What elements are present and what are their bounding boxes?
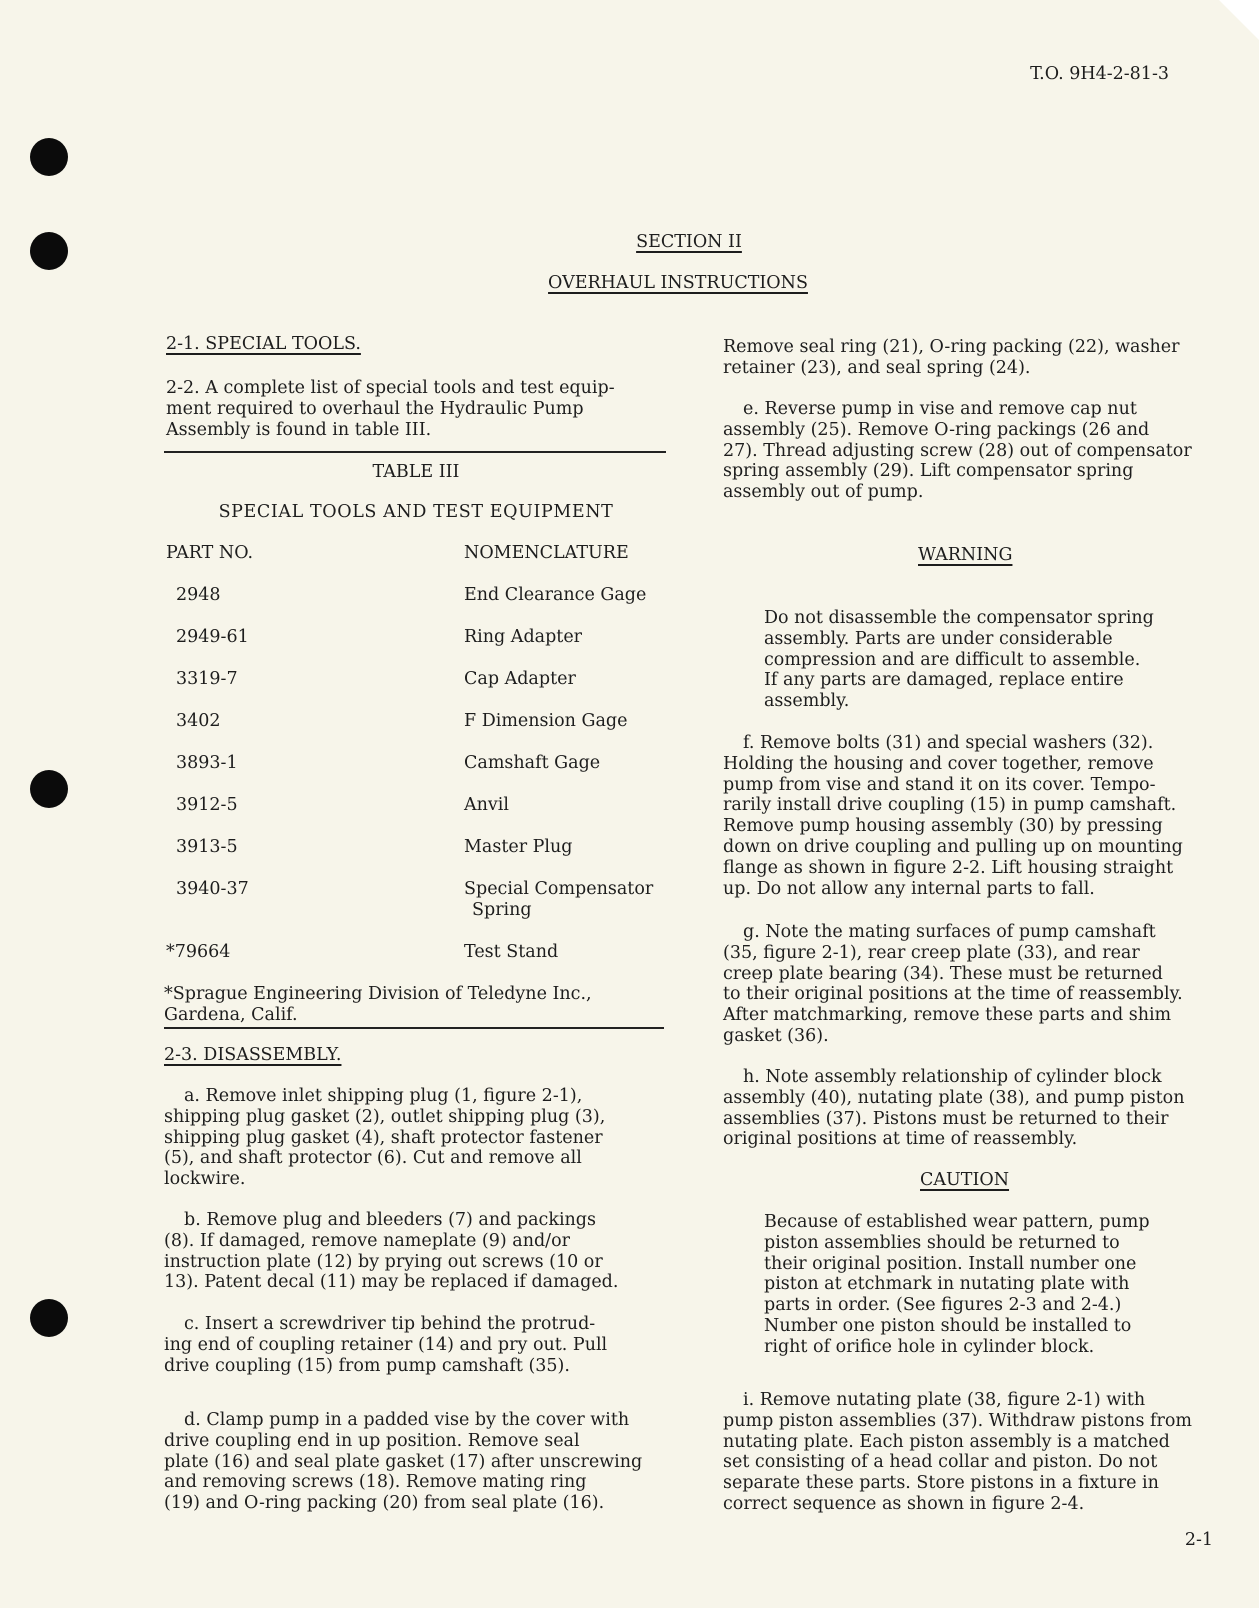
text-line: set consisting of a head collar and piston. Do not: [723, 1452, 1158, 1473]
text-line: ment required to overhaul the Hydraulic Pump: [166, 398, 584, 419]
table-bottom-rule: [164, 1027, 664, 1029]
table-row: [166, 837, 666, 859]
text-line: rarily install drive coupling (15) in pump camshaft.: [723, 795, 1177, 816]
part-number: 3402: [176, 711, 221, 731]
para-i: [723, 1390, 1192, 1515]
para-f: [723, 733, 1183, 899]
section-subtitle: OVERHAUL INSTRUCTIONS: [548, 273, 808, 293]
text-line: piston at etchmark in nutating plate with: [764, 1274, 1130, 1295]
table-row: [166, 795, 666, 817]
nomenclature: Master Plug: [464, 837, 573, 857]
text-line: parts in order. (See figures 2-3 and 2-4.): [764, 1295, 1122, 1316]
nomenclature: Camshaft Gage: [464, 753, 601, 773]
text-line: separate these parts. Store pistons in a fixture in: [723, 1473, 1159, 1494]
text-line: spring assembly (29). Lift compensator spring: [723, 461, 1134, 482]
text-line: Remove pump housing assembly (30) by pressing: [723, 816, 1163, 837]
table-title: TABLE III: [372, 462, 460, 482]
table-top-rule: [164, 451, 666, 453]
text-line: plate (16) and seal plate gasket (17) after unscrewing: [164, 1451, 643, 1472]
text-line: nutating plate. Each piston assembly is a matched: [723, 1431, 1170, 1452]
warning-text: [764, 608, 1154, 712]
text-line: flange as shown in figure 2-2. Lift housing straight: [723, 857, 1174, 878]
text-line: gasket (36).: [723, 1025, 829, 1046]
part-number: 2948: [176, 585, 221, 605]
col-part-no: PART NO.: [166, 543, 254, 563]
text-line: (8). If damaged, remove nameplate (9) and/or: [164, 1230, 570, 1251]
text-line: *Sprague Engineering Division of Teledyne Inc.,: [164, 984, 592, 1004]
text-line: to their original positions at the time of reassembly.: [723, 984, 1183, 1005]
text-line: assembly (40), nutating plate (38), and pump piston: [723, 1087, 1185, 1108]
para-h: [723, 1067, 1184, 1150]
table-footnote: [164, 984, 592, 1026]
nomenclature-cont: Spring: [472, 900, 532, 920]
binder-hole-4: [30, 1299, 68, 1337]
text-line: pump piston assemblies (37). Withdraw pistons from: [723, 1410, 1192, 1431]
text-line: f. Remove bolts (31) and special washers (32).: [743, 733, 1154, 753]
text-line: ing end of coupling retainer (14) and pry out. Pull: [164, 1334, 608, 1355]
part-number: 3913-5: [176, 837, 238, 857]
table-row: [166, 879, 666, 923]
para-d: [164, 1410, 642, 1514]
text-line: Do not disassemble the compensator spring: [764, 608, 1154, 628]
text-line: pump from vise and stand it on its cover. Tempo-: [723, 774, 1156, 795]
text-line: d. Clamp pump in a padded vise by the cover with: [184, 1410, 630, 1430]
text-line: Gardena, Calif.: [164, 1004, 298, 1025]
binder-hole-3: [30, 770, 68, 808]
nomenclature: F Dimension Gage: [464, 711, 628, 731]
text-line: correct sequence as shown in figure 2-4.: [723, 1493, 1085, 1514]
para-c: [164, 1314, 607, 1376]
folded-corner: [1219, 0, 1259, 40]
caution-text: [764, 1212, 1150, 1358]
para-b: [164, 1210, 618, 1293]
text-line: compression and are difficult to assemble.: [764, 649, 1141, 670]
text-line: up. Do not allow any internal parts to fall.: [723, 878, 1095, 899]
heading-disassembly: 2-3. DISASSEMBLY.: [164, 1045, 342, 1065]
para-a: [164, 1086, 605, 1190]
text-line: Holding the housing and cover together, remove: [723, 753, 1154, 774]
table-header-row: [166, 543, 666, 565]
text-line: Number one piston should be installed to: [764, 1315, 1132, 1336]
warning-title: WARNING: [918, 545, 1013, 565]
table-subtitle: SPECIAL TOOLS AND TEST EQUIPMENT: [218, 502, 614, 522]
part-number: 3893-1: [176, 753, 238, 773]
text-line: 27). Thread adjusting screw (28) out of compensator: [723, 440, 1192, 461]
part-number: 2949-61: [176, 627, 249, 647]
part-number: 3912-5: [176, 795, 238, 815]
text-line: drive coupling (15) from pump camshaft (35).: [164, 1355, 570, 1376]
text-line: instruction plate (12) by prying out screws (10 or: [164, 1251, 603, 1272]
table-row: [166, 627, 666, 649]
nomenclature: Ring Adapter: [464, 627, 583, 647]
text-line: retainer (23), and seal spring (24).: [723, 357, 1031, 378]
nomenclature: Anvil: [464, 795, 509, 815]
text-line: a. Remove inlet shipping plug (1, figure 2-1),: [184, 1086, 583, 1106]
binder-hole-1: [30, 138, 68, 176]
text-line: creep plate bearing (34). These must be returned: [723, 963, 1163, 984]
para-d-continued: [723, 337, 1179, 379]
text-line: assembly (25). Remove O-ring packings (26 and: [723, 419, 1150, 440]
text-line: their original position. Install number one: [764, 1253, 1137, 1274]
text-line: original positions at time of reassembly.: [723, 1129, 1078, 1150]
part-number: 3319-7: [176, 669, 238, 689]
part-number: 3940-37: [176, 879, 249, 899]
text-line: assemblies (37). Pistons must be returned to their: [723, 1108, 1169, 1129]
text-line: After matchmarking, remove these parts and shim: [723, 1005, 1172, 1026]
text-line: drive coupling end in up position. Remove seal: [164, 1430, 580, 1451]
tools-table: [166, 543, 666, 983]
nomenclature: Test Stand: [464, 942, 559, 962]
nomenclature: Cap Adapter: [464, 669, 576, 689]
table-row: [166, 585, 666, 607]
caution-title: CAUTION: [920, 1170, 1010, 1190]
text-line: (5), and shaft protector (6). Cut and remove all: [164, 1148, 582, 1169]
para-e: [723, 399, 1192, 503]
text-line: (19) and O-ring packing (20) from seal plate (16).: [164, 1493, 605, 1514]
text-line: lockwire.: [164, 1169, 246, 1190]
section-title: SECTION II: [636, 232, 742, 252]
part-number: *79664: [166, 942, 231, 962]
heading-special-tools: 2-1. SPECIAL TOOLS.: [166, 334, 361, 354]
text-line: b. Remove plug and bleeders (7) and packings: [184, 1210, 596, 1230]
table-row: [166, 669, 666, 691]
text-line: down on drive coupling and pulling up on mounting: [723, 836, 1183, 857]
text-line: (35, figure 2-1), rear creep plate (33), and rear: [723, 942, 1140, 963]
text-line: assembly out of pump.: [723, 482, 924, 503]
table-row: [166, 711, 666, 733]
text-line: e. Reverse pump in vise and remove cap nut: [743, 399, 1137, 419]
text-line: right of orifice hole in cylinder block.: [764, 1336, 1095, 1357]
text-line: 2-2. A complete list of special tools and test equip-: [166, 378, 615, 398]
text-line: If any parts are damaged, replace entire: [764, 670, 1124, 691]
text-line: c. Insert a screwdriver tip behind the protrud-: [184, 1314, 596, 1334]
text-line: shipping plug gasket (2), outlet shipping plug (3),: [164, 1106, 606, 1127]
nomenclature: Special Compensator: [464, 879, 654, 899]
text-line: and removing screws (18). Remove mating ring: [164, 1472, 587, 1493]
text-line: 13). Patent decal (11) may be replaced if damaged.: [164, 1272, 619, 1293]
doc-number: T.O. 9H4-2-81-3: [1030, 64, 1169, 84]
page-number: 2-1: [1184, 1530, 1213, 1550]
col-nomenclature: NOMENCLATURE: [464, 543, 629, 563]
text-line: Because of established wear pattern, pump: [764, 1212, 1150, 1232]
text-line: Remove seal ring (21), O-ring packing (22), washer: [723, 337, 1180, 357]
text-line: assembly.: [764, 691, 850, 712]
text-line: i. Remove nutating plate (38, figure 2-1) with: [743, 1390, 1146, 1410]
text-line: g. Note the mating surfaces of pump camshaft: [743, 922, 1156, 942]
table-row: [166, 942, 666, 964]
para-2-2: [166, 378, 615, 440]
nomenclature: End Clearance Gage: [464, 585, 647, 605]
table-row: [166, 753, 666, 775]
text-line: assembly. Parts are under considerable: [764, 628, 1113, 649]
para-g: [723, 922, 1183, 1047]
text-line: Assembly is found in table III.: [166, 419, 432, 440]
text-line: piston assemblies should be returned to: [764, 1232, 1120, 1253]
text-line: shipping plug gasket (4), shaft protector fastener: [164, 1127, 603, 1148]
text-line: h. Note assembly relationship of cylinder block: [743, 1067, 1162, 1087]
